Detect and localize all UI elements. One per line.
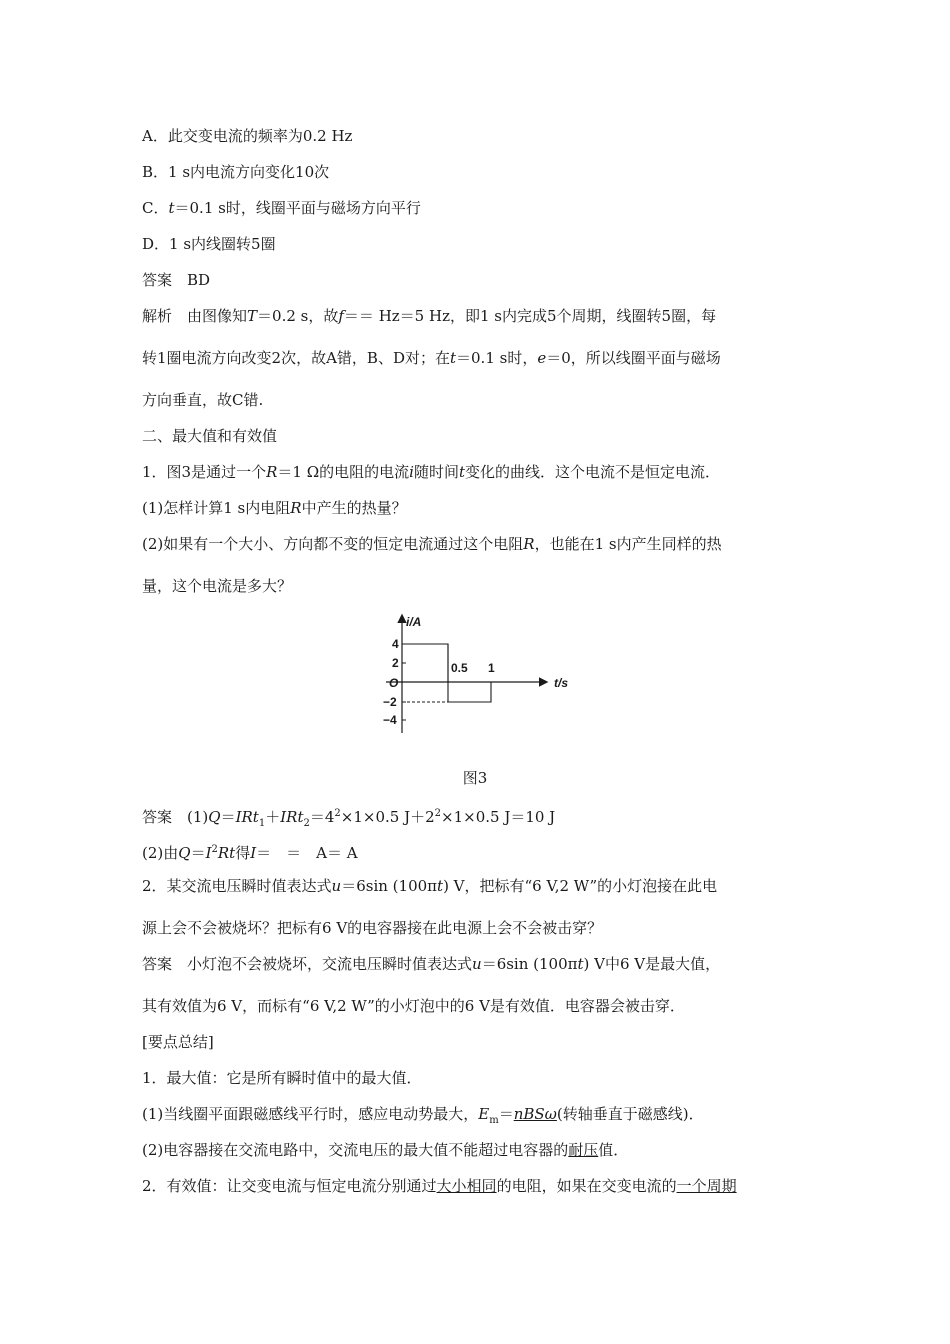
y-axis-label: i/A xyxy=(406,615,422,629)
summary-title: [要点总结] xyxy=(142,1033,214,1051)
y-tick-label: −2 xyxy=(383,695,397,709)
y-tick-label: 4 xyxy=(392,637,399,651)
summary-point-2: 2．有效值：让交变电流与恒定电流分别通过大小相同的电阻，如果在交变电流的一个周期 xyxy=(142,1177,737,1195)
option-c: C．t＝0.1 s时，线圈平面与磁场方向平行 xyxy=(142,199,421,217)
summary-point-1-1: (1)当线圈平面跟磁感线平行时，感应电动势最大，$E_m=nBS\omega$(转轴垂直于磁感线)． xyxy=(142,1105,704,1126)
question-2-cont: 源上会不会被烧坏？把标有6 V的电容器接在此电源上会不会被击穿？ xyxy=(142,919,603,937)
option-b: B．1 s内电流方向变化10次 xyxy=(142,163,330,181)
analysis-line-1: 解析 由图像知T＝0.2 s，故f＝＝ Hz＝5 Hz，即1 s内完成5个周期，线圈转5圈，每 xyxy=(142,307,717,325)
figure-caption: 图3 xyxy=(462,769,488,787)
x-tick-label: 1 xyxy=(488,661,495,675)
y-tick-label: 2 xyxy=(392,656,399,670)
answer-3-cont: 其有效值为6 V，而标有“6 V,2 W”的小灯泡中的6 V是有效值．电容器会被击穿． xyxy=(142,997,685,1015)
figure-current-graph xyxy=(356,608,586,738)
origin-label: O xyxy=(389,676,399,690)
analysis-line-3: 方向垂直，故C错. xyxy=(142,391,264,409)
option-d: D．1 s内线圈转5圈 xyxy=(142,235,276,253)
x-axis-label: t/s xyxy=(554,676,569,690)
question-1: 1．图3是通过一个R＝1 Ω的电阻的电流i随时间t变化的曲线．这个电流不是恒定电流． xyxy=(142,463,721,481)
option-a: A．此交变电流的频率为0.2 Hz xyxy=(142,127,353,145)
analysis-line-2: 转1圈电流方向改变2次，故A错，B、D对；在t＝0.1 s时，e＝0，所以线圈平面与磁场 xyxy=(142,349,721,367)
answer-3: 答案 小灯泡不会被烧坏，交流电压瞬时值表达式u＝6sin (100πt) V中6 V是最大值， xyxy=(142,955,721,973)
y-tick-label: −4 xyxy=(383,713,397,727)
answer-2-part-1: 答案 $(1)Q=IRt_1+IRt_2=4^2\times 1\times 0.5$ $J+2^2\times 1\times 0.5$ J＝10 J xyxy=(142,808,556,829)
question-1-part-2-cont: 量，这个电流是多大？ xyxy=(142,577,293,595)
x-tick-label: 0.5 xyxy=(451,661,468,675)
summary-point-1-2: (2)电容器接在交流电路中，交流电压的最大值不能超过电容器的耐压值． xyxy=(142,1141,629,1159)
section-heading: 二、最大值和有效值 xyxy=(142,427,278,445)
answer-2-part-2: (2)由$Q=I^2Rt$得I＝ ＝ A＝ A xyxy=(142,844,358,862)
question-2: 2．某交流电压瞬时值表达式u＝6sin (100πt) V，把标有“6 V,2 W”的小灯泡接在此电 xyxy=(142,877,718,895)
question-1-part-1: (1)怎样计算1 s内电阻R中产生的热量？ xyxy=(142,499,407,517)
question-1-part-2: (2)如果有一个大小、方向都不变的恒定电流通过这个电阻R，也能在1 s内产生同样的热 xyxy=(142,535,722,553)
summary-point-1: 1．最大值：它是所有瞬时值中的最大值． xyxy=(142,1069,422,1087)
answer-1: 答案 BD xyxy=(142,271,211,289)
current-waveform xyxy=(402,644,491,702)
